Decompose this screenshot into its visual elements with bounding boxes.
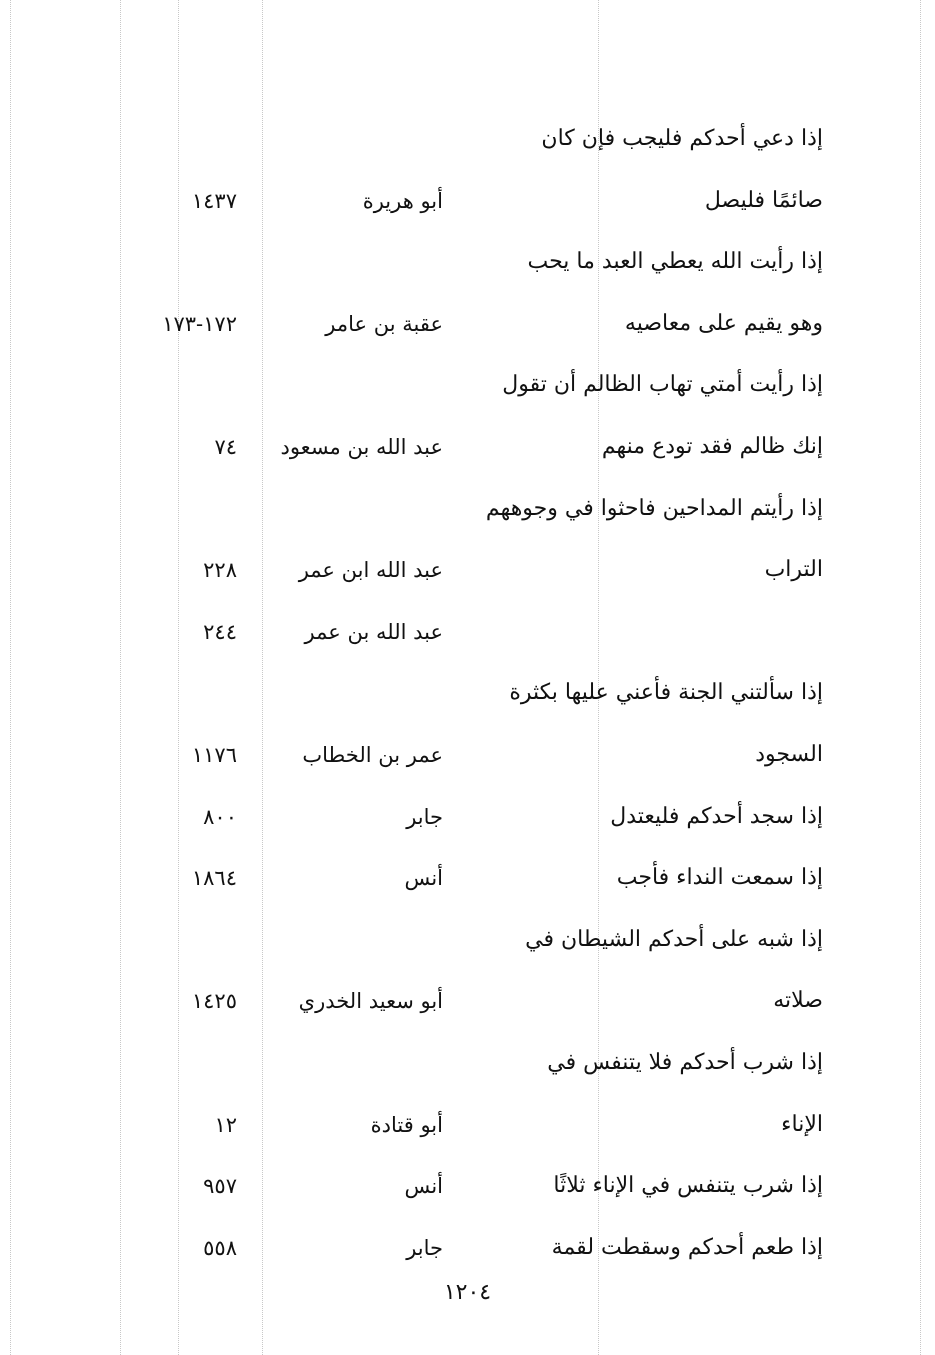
- narrator-name: عبد الله بن مسعود: [280, 434, 443, 459]
- index-row: [0, 295, 935, 357]
- reference-number: ١٨٦٤: [191, 866, 237, 891]
- narrator-name: عمر بن الخطاب: [302, 742, 443, 767]
- index-row: [0, 172, 935, 234]
- index-row: [0, 233, 935, 295]
- reference-number: ٢٤٤: [203, 619, 237, 644]
- reference-number: ٧٤: [214, 434, 237, 459]
- index-row: [0, 788, 935, 850]
- hadith-text: التراب: [764, 557, 823, 583]
- index-row: [0, 480, 935, 542]
- narrator-name: جابر: [406, 804, 443, 829]
- reference-number: ٥٥٨: [203, 1235, 237, 1260]
- hadith-index-list: [0, 110, 935, 1280]
- index-row: [0, 1219, 935, 1281]
- index-row: [0, 541, 935, 603]
- hadith-text: إذا سجد أحدكم فليعتدل: [610, 803, 823, 829]
- hadith-text: الإناء: [781, 1111, 823, 1137]
- page-number: ١٢٠٤: [443, 1280, 492, 1305]
- narrator-name: عبد الله بن عمر: [304, 619, 443, 644]
- hadith-text: إذا شرب يتنفس في الإناء ثلاثًا: [553, 1173, 823, 1199]
- narrator-name: أبو قتادة: [370, 1112, 443, 1137]
- reference-number: ٢٢٨: [203, 558, 237, 583]
- index-row: [0, 664, 935, 726]
- reference-number: ٩٥٧: [203, 1174, 237, 1199]
- index-row: [0, 356, 935, 418]
- hadith-text: إذا رأيت الله يعطي العبد ما يحب: [527, 249, 823, 275]
- narrator-name: أنس: [404, 866, 443, 891]
- hadith-text: إذا رأيت أمتي تهاب الظالم أن تقول: [502, 372, 823, 398]
- index-row: [0, 110, 935, 172]
- reference-number: ٨٠٠: [203, 804, 237, 829]
- narrator-name: أنس: [404, 1174, 443, 1199]
- index-row: [0, 1034, 935, 1096]
- narrator-name: عقبة بن عامر: [325, 311, 443, 336]
- index-row: [0, 603, 935, 665]
- index-row: [0, 911, 935, 973]
- index-row: [0, 418, 935, 480]
- index-row: [0, 726, 935, 788]
- index-row: [0, 972, 935, 1034]
- reference-number: ١٧٢-١٧٣: [162, 311, 237, 336]
- index-row: [0, 1157, 935, 1219]
- reference-number: ١٤٢٥: [191, 989, 237, 1014]
- hadith-text: إذا طعم أحدكم وسقطت لقمة: [551, 1234, 823, 1260]
- hadith-text: وهو يقيم على معاصيه: [624, 310, 823, 336]
- narrator-name: أبو سعيد الخدري: [298, 989, 443, 1014]
- hadith-text: إذا دعي أحدكم فليجب فإن كان: [541, 126, 823, 151]
- hadith-text: إذا شبه على أحدكم الشيطان في: [525, 926, 823, 952]
- hadith-text: إذا شرب أحدكم فلا يتنفس في: [547, 1049, 823, 1075]
- narrator-name: أبو هريرة: [362, 188, 443, 213]
- index-row: [0, 1096, 935, 1158]
- narrator-name: جابر: [406, 1235, 443, 1260]
- index-row: [0, 849, 935, 911]
- hadith-text: إذا رأيتم المداحين فاحثوا في وجوههم: [485, 495, 823, 521]
- hadith-text: إذا سألتني الجنة فأعني عليها بكثرة: [509, 680, 823, 706]
- hadith-text: صلاته: [773, 988, 823, 1014]
- hadith-text: صائمًا فليصل: [704, 187, 823, 213]
- hadith-text: إذا سمعت النداء فأجب: [616, 865, 823, 891]
- hadith-text: السجود: [755, 741, 823, 767]
- reference-number: ١٤٣٧: [191, 188, 237, 213]
- hadith-text: إنك ظالم فقد تودع منهم: [601, 433, 823, 459]
- narrator-name: عبد الله ابن عمر: [298, 558, 443, 583]
- reference-number: ١٢: [214, 1112, 237, 1137]
- reference-number: ١١٧٦: [191, 742, 237, 767]
